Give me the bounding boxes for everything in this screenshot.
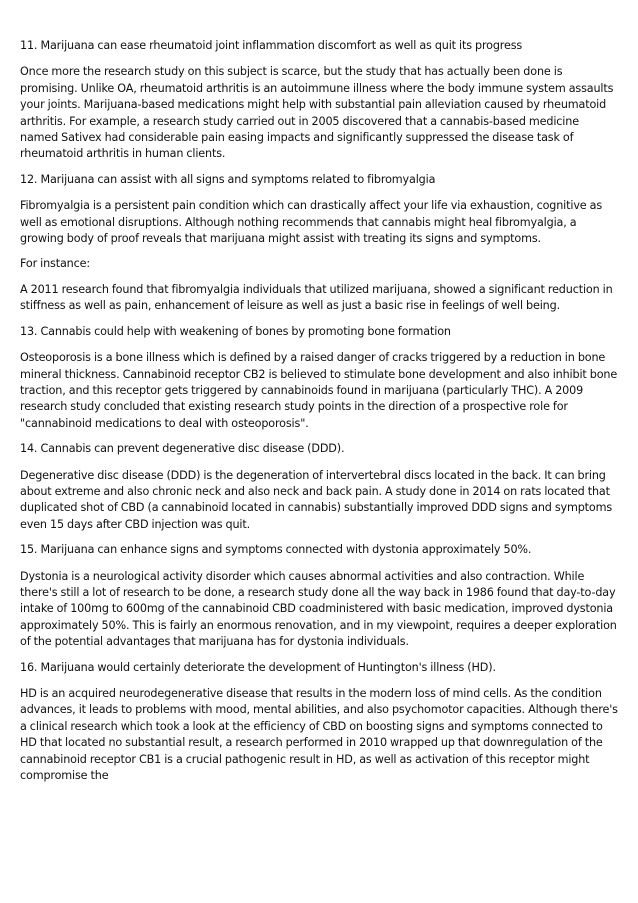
paragraph-for-instance: For instance: [20, 257, 90, 271]
paragraph-fibromyalgia-study: A 2011 research found that fibromyalgia individuals that utilized marijuana, showed a significant reduction in stiffness as well as pain, enhancement of leisure as well as just a basic rise in feelings of well being. [20, 282, 613, 313]
paragraph-dystonia: Dystonia is a neurological activity disorder which causes abnormal activities and also contraction. While there's still a lot of research to be done, a research study done all the way back in 1986 found that day-to-day intake of 100mg to 600mg of the cannabinoid CBD coadministered with basic medication, improved dystonia approximately 50%. This is fairly an enormous renovation, and in my viewpoint, requires a deeper exploration of the potential advantages that marijuana has for dystonia individuals. [20, 569, 617, 649]
section-heading-16: 16. Marijuana would certainly deteriorate the development of Huntington's illness (HD). [20, 660, 496, 674]
section-heading-11: 11. Marijuana can ease rheumatoid joint inflammation discomfort as well as quit its progress [20, 39, 523, 52]
document-page [20, 38, 620, 793]
paragraph-fibromyalgia: Fibromyalgia is a persistent pain condition which can drastically affect your life via exhaustion, cognitive as well as emotional disruptions. Although nothing recommends that cannabis might heal fibromyalgia, a growing body of proof reveals that marijuana might assist with treating its signs and symptoms. [20, 199, 603, 246]
section-heading-15: 15. Marijuana can enhance signs and symptoms connected with dystonia approximately 50%. [20, 543, 532, 557]
paragraph-ddd: Degenerative disc disease (DDD) is the degeneration of intervertebral discs located in the back. It can bring about extreme and also chronic neck and also neck and back pain. A study done in 2014 on rats located that duplicated shot of CBD (a cannabinoid located in cannabis) substantially improved DDD signs and symptoms even 15 days after CBD injection was quit. [20, 468, 613, 531]
section-heading-12: 12. Marijuana can assist with all signs and symptoms related to fibromyalgia [20, 172, 436, 186]
section-heading-14: 14. Cannabis can prevent degenerative disc disease (DDD). [20, 442, 345, 456]
section-heading-13: 13. Cannabis could help with weakening of bones by promoting bone formation [20, 324, 451, 338]
paragraph-huntingtons: HD is an acquired neurodegenerative disease that results in the modern loss of mind cells. As the condition advances, it leads to problems with mood, mental abilities, and also psychomotor capacities. Although there's a clinical research which took a look at the efficiency of CBD on boosting signs and symptoms connected to HD that located no substantial result, a research performed in 2010 wrapped up that downregulation of the cannabinoid receptor CB1 is a crucial pathogenic result in HD, as well as activation of this receptor might compromise the [20, 687, 618, 783]
paragraph-rheumatoid-arthritis: Once more the research study on this subject is scarce, but the study that has actually been done is promising. Unlike OA, rheumatoid arthritis is an autoimmune illness where the body immune system assaults your joints. Marijuana-based medications might help with substantial pain alleviation caused by rheumatoid arthritis. For example, a research study carried out in 2005 discovered that a cannabis-based medicine named Sativex had considerable pain easing impacts and significantly suppressed the disease task of rheumatoid arthritis in human clients. [20, 65, 614, 161]
paragraph-osteoporosis: Osteoporosis is a bone illness which is defined by a raised danger of cracks triggered by a reduction in bone mineral thickness. Cannabinoid receptor CB2 is believed to stimulate bone development and also inhibit bone traction, and this receptor gets triggered by cannabinoids found in marijuana (particularly THC). A 2009 research study concluded that existing research study points in the direction of a prospective role for "cannabinoid medications to deal with osteoporosis". [20, 351, 618, 430]
